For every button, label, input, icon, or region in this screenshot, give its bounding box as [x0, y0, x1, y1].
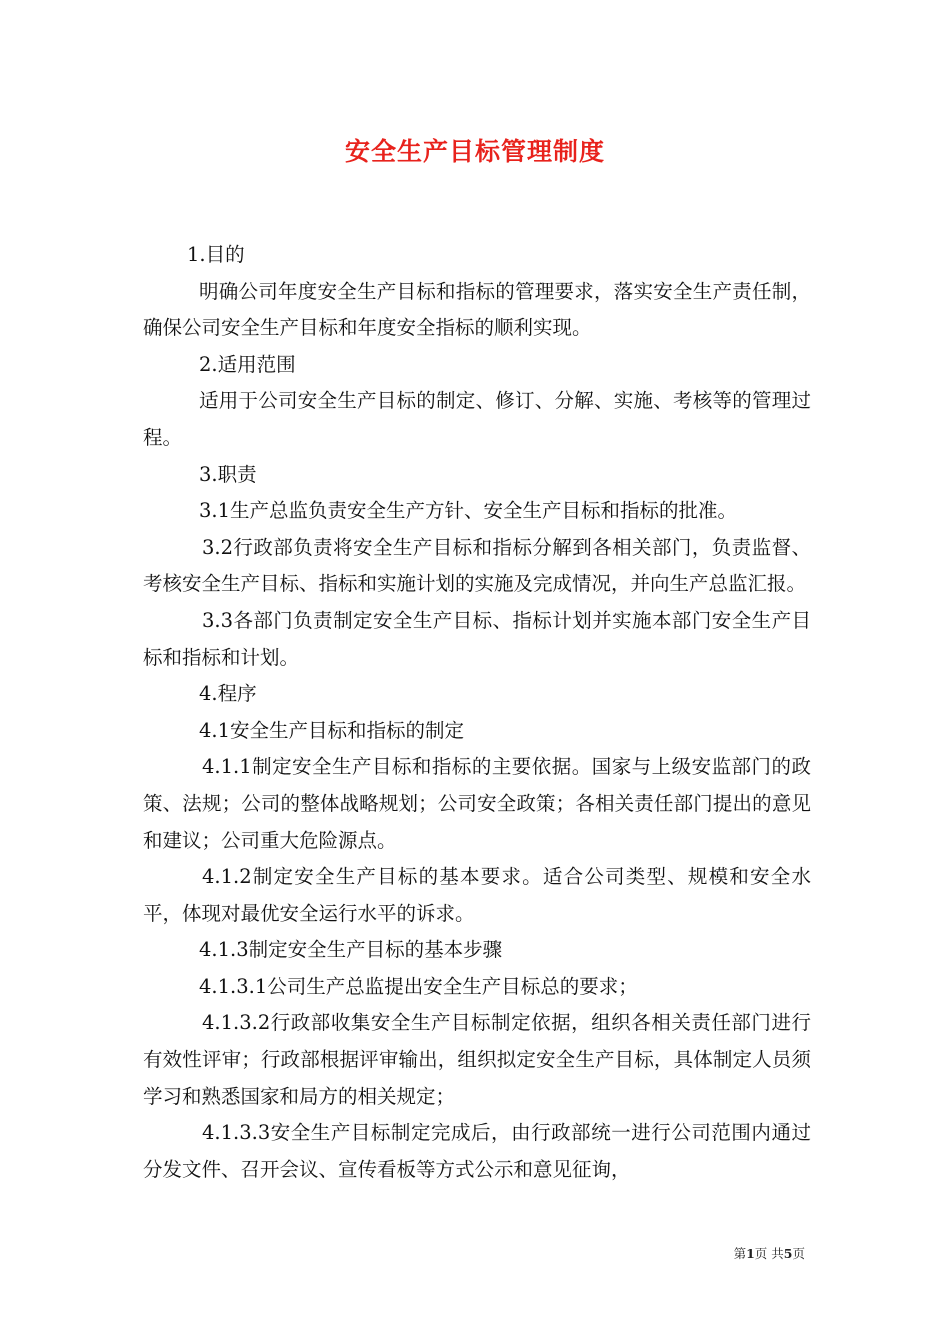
- footer-total-pages: 5: [783, 1246, 793, 1261]
- paragraph: 3.1生产总监负责安全生产方针、安全生产目标和指标的批准。: [199, 499, 738, 523]
- footer-middle: 页 共: [754, 1246, 784, 1261]
- paragraph: 4.1.3.3安全生产目标制定完成后，由行政部统一进行公司范围内通过分发文件、召开会议、宣传看板等方式公示和意见征询，: [143, 1121, 811, 1181]
- paragraph: 3.3各部门负责制定安全生产目标、指标计划并实施本部门安全生产目标和指标和计划。: [143, 608, 811, 669]
- footer-prefix: 第: [733, 1246, 747, 1261]
- footer-suffix: 页: [792, 1246, 805, 1261]
- paragraph: 4.1.3.1公司生产总监提出安全生产目标总的要求；: [199, 974, 638, 998]
- paragraph: 4.1.1制定安全生产目标和指标的主要依据。国家与上级安监部门的政策、法规；公司的整体战略规划；公司安全政策；各相关责任部门提出的意见和建议；公司重大危险源点。: [143, 755, 811, 852]
- document-body: [143, 237, 811, 1188]
- paragraph: 3.2行政部负责将安全生产目标和指标分解到各相关部门，负责监督、考核安全生产目标、指标和实施计划的实施及完成情况，并向生产总监汇报。: [143, 535, 811, 596]
- page-footer: [734, 1244, 805, 1262]
- footer-page-number: 1: [746, 1246, 755, 1261]
- paragraph: 4.1.2制定安全生产目标的基本要求。适合公司类型、规模和安全水平，体现对最优安全运行水平的诉求。: [143, 865, 811, 925]
- document-title: 安全生产目标管理制度: [344, 137, 605, 166]
- paragraph: 3.职责: [199, 462, 257, 486]
- paragraph: 4.1.3.2行政部收集安全生产目标制定依据，组织各相关责任部门进行有效性评审；行政部根据评审输出，组织拟定安全生产目标，具体制定人员须学习和熟悉国家和局方的相关规定；: [143, 1011, 811, 1108]
- paragraph: 适用于公司安全生产目标的制定、修订、分解、实施、考核等的管理过程。: [143, 389, 811, 449]
- paragraph: 明确公司年度安全生产目标和指标的管理要求，落实安全生产责任制，确保公司安全生产目标和年度安全指标的顺利实现。: [143, 279, 811, 340]
- paragraph: 1.目的: [187, 243, 245, 266]
- paragraph: 2.适用范围: [199, 352, 296, 376]
- paragraph: 4.程序: [199, 682, 257, 706]
- paragraph: 4.1安全生产目标和指标的制定: [199, 718, 465, 742]
- paragraph: 4.1.3制定安全生产目标的基本步骤: [199, 938, 503, 962]
